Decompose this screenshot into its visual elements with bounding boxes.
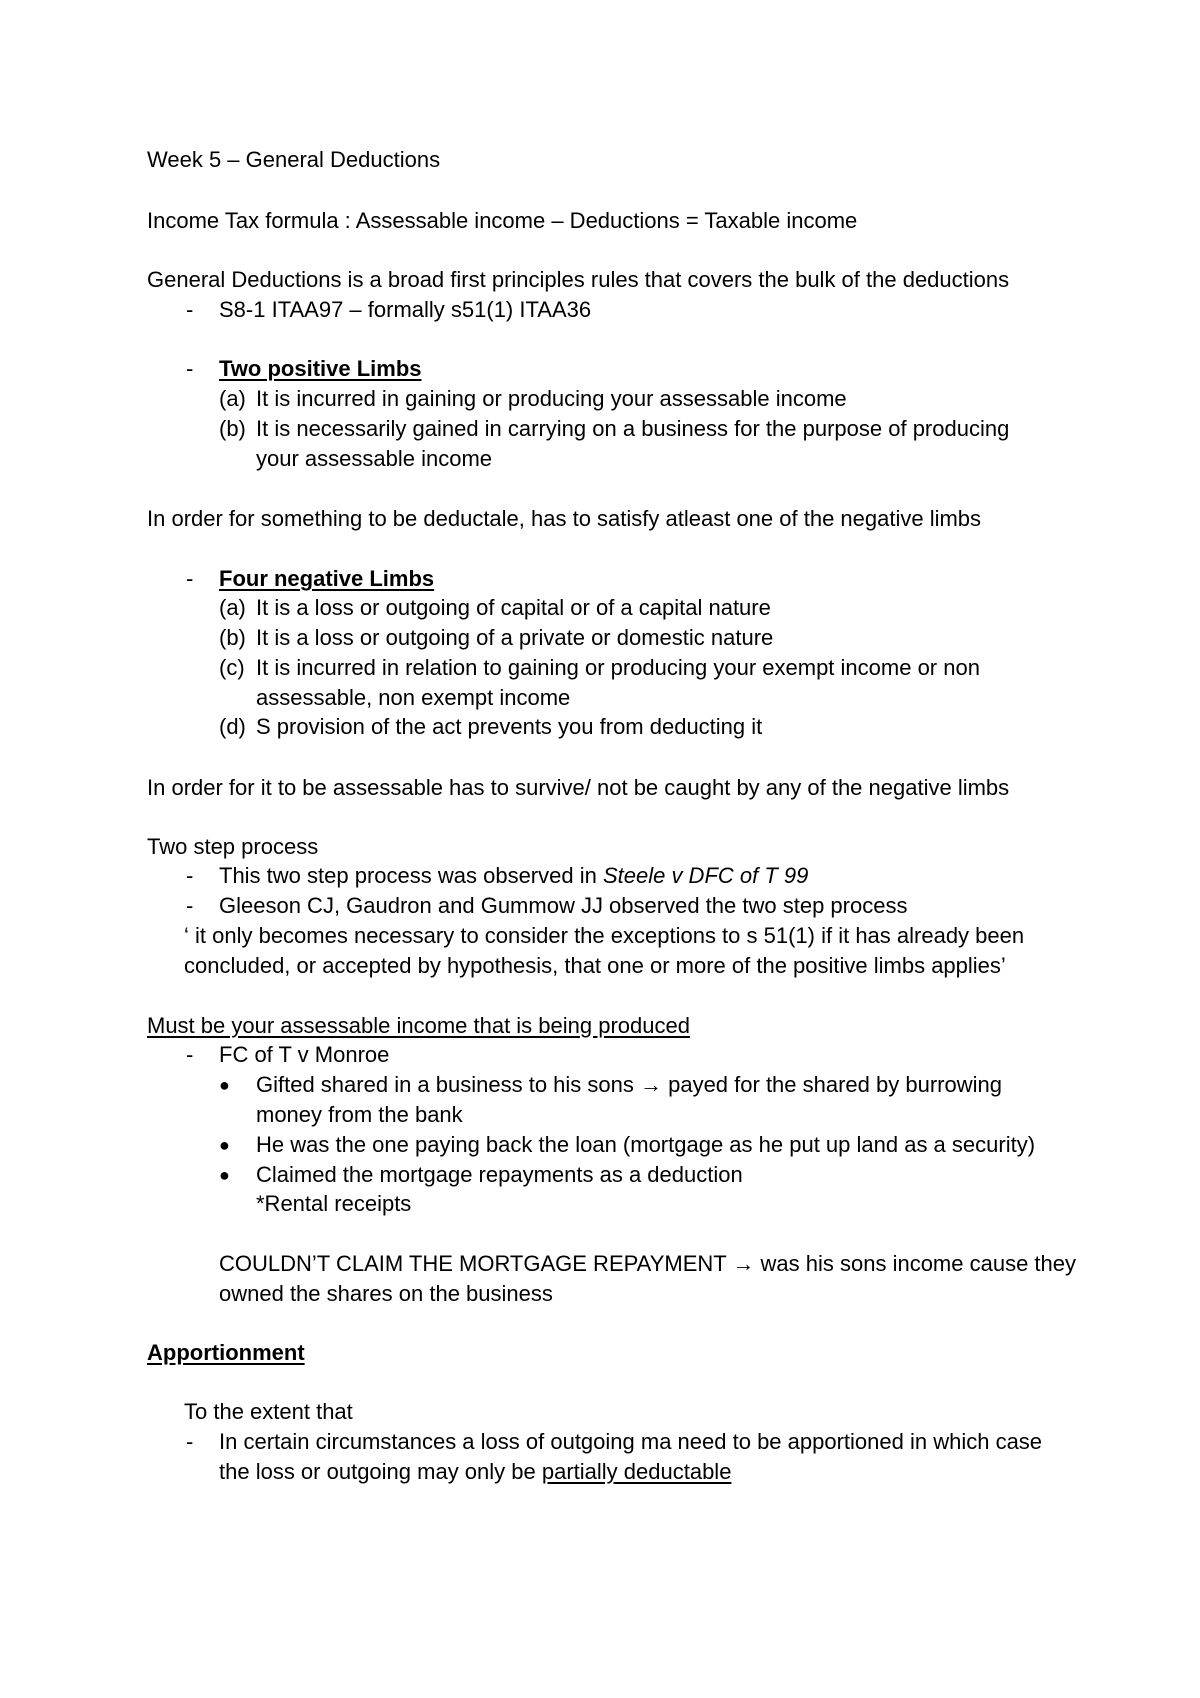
couldnt-claim-line-1: COULDN’T CLAIM THE MORTGAGE REPAYMENT → was his sons income cause they [219, 1251, 1077, 1276]
apportionment-heading: Apportionment [147, 1340, 305, 1365]
negative-limb-c-continued: assessable, non exempt income [256, 685, 571, 710]
dash-marker: - [186, 1042, 194, 1067]
dash-marker: - [186, 1429, 194, 1454]
monroe-point-1-continued: money from the bank [256, 1102, 463, 1127]
must-be-assessable-heading: Must be your assessable income that is being produced [147, 1013, 690, 1038]
monroe-point-1: Gifted shared in a business to his sons → payed for the shared by burrowing [256, 1072, 1002, 1097]
positive-limb-a: It is incurred in gaining or producing your assessable income [256, 386, 847, 411]
couldnt-claim-line-2: owned the shares on the business [219, 1281, 553, 1306]
steele-case-name: Steele v DFC of T 99 [602, 863, 809, 888]
rental-receipts-note: *Rental receipts [256, 1191, 412, 1216]
apportion-line-2-prefix: the loss or outgoing may only be [219, 1459, 542, 1484]
negative-limb-a: It is a loss or outgoing of capital or of a capital nature [256, 595, 771, 620]
bullet-icon: ● [219, 1165, 230, 1185]
s8-1-reference: S8-1 ITAA97 – formally s51(1) ITAA36 [219, 297, 592, 322]
quote-line-2: concluded, or accepted by hypothesis, that one or more of the positive limbs applies’ [184, 953, 1006, 978]
dash-marker: - [186, 297, 194, 322]
quote-line-1: ‘ it only becomes necessary to consider the exceptions to s 51(1) if it has already been [184, 923, 1025, 948]
steele-prefix: This two step process was observed in [219, 863, 603, 888]
negative-limb-d-label: (d) [219, 714, 246, 739]
order-assessable-text: In order for it to be assessable has to survive/ not be caught by any of the negative limbs [147, 775, 1010, 800]
bullet-icon: ● [219, 1075, 230, 1095]
positive-limb-b-label: (b) [219, 416, 246, 441]
dash-marker: - [186, 356, 194, 381]
dash-marker: - [186, 893, 194, 918]
negative-limb-a-label: (a) [219, 595, 246, 620]
negative-limb-c: It is incurred in relation to gaining or producing your exempt income or non [256, 655, 980, 680]
negative-limbs-heading: Four negative Limbs [219, 566, 435, 591]
income-tax-formula: Income Tax formula : Assessable income – Deductions = Taxable income [147, 208, 858, 233]
monroe-point-2: He was the one paying back the loan (mortgage as he put up land as a security) [256, 1132, 1036, 1157]
dash-marker: - [186, 863, 194, 888]
to-the-extent-text: To the extent that [184, 1399, 353, 1424]
positive-limb-a-label: (a) [219, 386, 246, 411]
monroe-point-3: Claimed the mortgage repayments as a deduction [256, 1162, 743, 1187]
gleeson-line: Gleeson CJ, Gaudron and Gummow JJ observed the two step process [219, 893, 908, 918]
partially-deductable-text: partially deductable [541, 1459, 732, 1484]
monroe-case: FC of T v Monroe [219, 1042, 390, 1067]
page-title: Week 5 – General Deductions [147, 147, 441, 172]
negative-limb-b-label: (b) [219, 625, 246, 650]
positive-limb-b: It is necessarily gained in carrying on a business for the purpose of producing [256, 416, 1010, 441]
apportion-line-2 [219, 1458, 731, 1486]
general-deductions-intro: General Deductions is a broad first principles rules that covers the bulk of the deductions [147, 267, 1010, 292]
order-deductable-text: In order for something to be deductale, has to satisfy atleast one of the negative limbs [147, 506, 982, 531]
two-step-heading: Two step process [147, 834, 319, 859]
positive-limbs-heading: Two positive Limbs [219, 356, 422, 381]
negative-limb-b: It is a loss or outgoing of a private or domestic nature [256, 625, 774, 650]
positive-limb-b-continued: your assessable income [256, 446, 493, 471]
apportion-line-1: In certain circumstances a loss of outgoing ma need to be apportioned in which case [219, 1429, 1043, 1454]
dash-marker: - [186, 566, 194, 591]
negative-limb-d: S provision of the act prevents you from deducting it [256, 714, 763, 739]
bullet-icon: ● [219, 1135, 230, 1155]
steele-line [219, 862, 808, 890]
negative-limb-c-label: (c) [219, 655, 245, 680]
